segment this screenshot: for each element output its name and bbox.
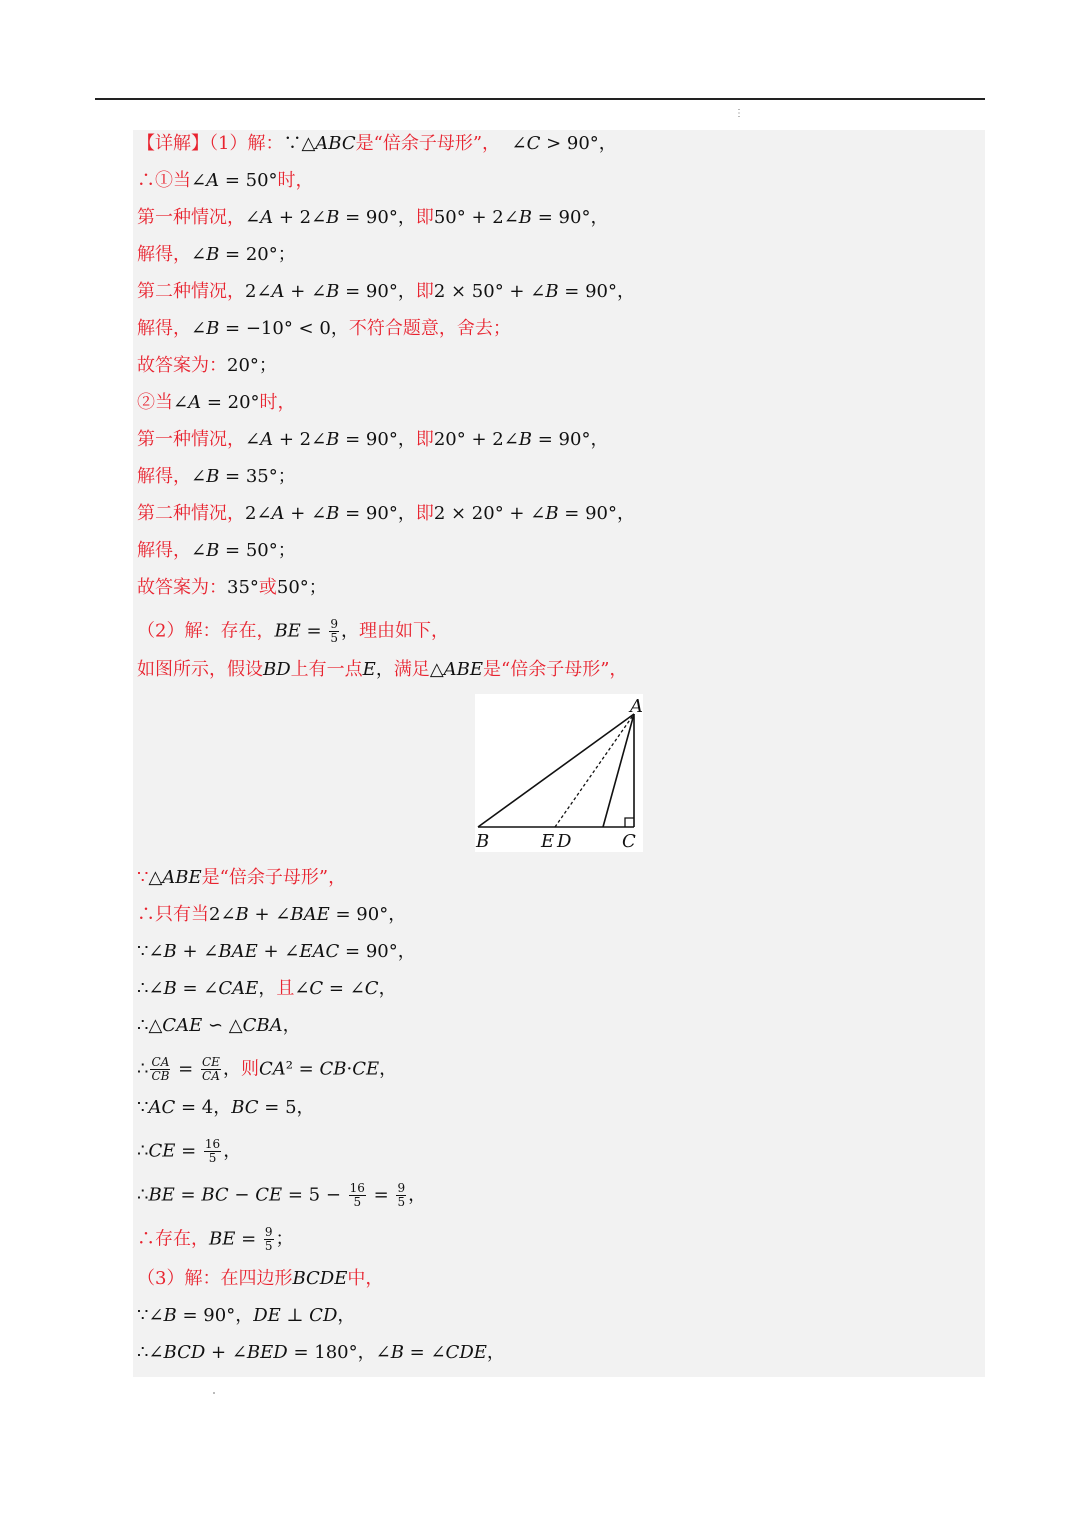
solution-line: ∴①当∠A = 50°时，: [137, 170, 314, 191]
triangle-diagram: [475, 694, 643, 852]
label-E: E: [541, 831, 555, 852]
label-D: D: [557, 831, 572, 852]
segment-AB: [478, 714, 634, 827]
solution-line: 故答案为：20°；: [137, 355, 277, 376]
solution-line: ∴存在，BE = $\frac{9}{5}$ ；: [137, 1225, 294, 1253]
right-angle-mark: [625, 818, 634, 827]
solution-line: 故答案为：35°或50°；: [137, 577, 327, 598]
solution-line: 【详解】（1）解：∵△ABC是“倍余子母形”， ∠C > 90°，: [137, 133, 617, 154]
triangle-figure: [475, 694, 643, 852]
solution-line: ∴∠BCD + ∠BED = 180°，∠B = ∠CDE，: [137, 1342, 505, 1363]
label-A: A: [630, 696, 643, 717]
solution-line: ∴只有当2∠B + ∠BAE = 90°，: [137, 904, 407, 925]
solution-line: 解得，∠B = 20°；: [137, 244, 296, 265]
solution-line: 解得，∠B = 35°；: [137, 466, 296, 487]
more-menu-icon[interactable]: ⋮: [734, 108, 744, 119]
solution-line: ∴BE = BC − CE = 5 − $\frac{16}{5}$ = $\frac{9}{5}$ ，: [137, 1181, 427, 1209]
solution-line: 解得，∠B = 50°；: [137, 540, 296, 561]
label-B: B: [476, 831, 490, 852]
solution-line: 第一种情况，∠A + 2∠B = 90°，即50° + 2∠B = 90°，: [137, 207, 609, 228]
solution-line: 第一种情况，∠A + 2∠B = 90°，即20° + 2∠B = 90°，: [137, 429, 609, 450]
solution-line: 解得，∠B = −10° < 0，不符合题意，舍去；: [137, 318, 511, 339]
solution-line: （2）解：存在，BE = $\frac{9}{5}$ ，理由如下，: [137, 617, 449, 645]
solution-line: ∴CE = $\frac{16}{5}$ ，: [137, 1137, 242, 1165]
header-rule: [95, 98, 985, 100]
segment-AD: [603, 714, 634, 827]
solution-line: 如图所示，假设BD上有一点E，满足△ABE是“倍余子母形”，: [137, 659, 628, 680]
solution-line: ∵△ABE是“倍余子母形”，: [137, 867, 347, 888]
segment-AE: [555, 714, 634, 827]
solution-line: 第二种情况，2∠A + ∠B = 90°，即2 × 20° + ∠B = 90°，: [137, 503, 635, 524]
solution-line: ∵∠B + ∠BAE + ∠EAC = 90°，: [137, 941, 416, 962]
solution-line: （3）解：在四边形BCDE中，: [137, 1268, 384, 1289]
solution-line: ∴ $\frac{CA}{CB}$ = $\frac{CE}{CA}$ ，则CA² = CB·CE，: [137, 1055, 398, 1083]
label-C: C: [622, 831, 636, 852]
solution-line: ∵∠B = 90°，DE ⊥ CD，: [137, 1305, 356, 1326]
solution-line: ∵AC = 4，BC = 5，: [137, 1097, 315, 1118]
solution-line: ②当∠A = 20°时，: [137, 392, 296, 413]
stray-dot: [213, 1392, 215, 1394]
solution-line: ∴△CAE ∽ △CBA，: [137, 1015, 301, 1036]
solution-line: ∴∠B = ∠CAE，且∠C = ∠C，: [137, 978, 397, 999]
solution-line: 第二种情况，2∠A + ∠B = 90°，即2 × 50° + ∠B = 90°，: [137, 281, 635, 302]
